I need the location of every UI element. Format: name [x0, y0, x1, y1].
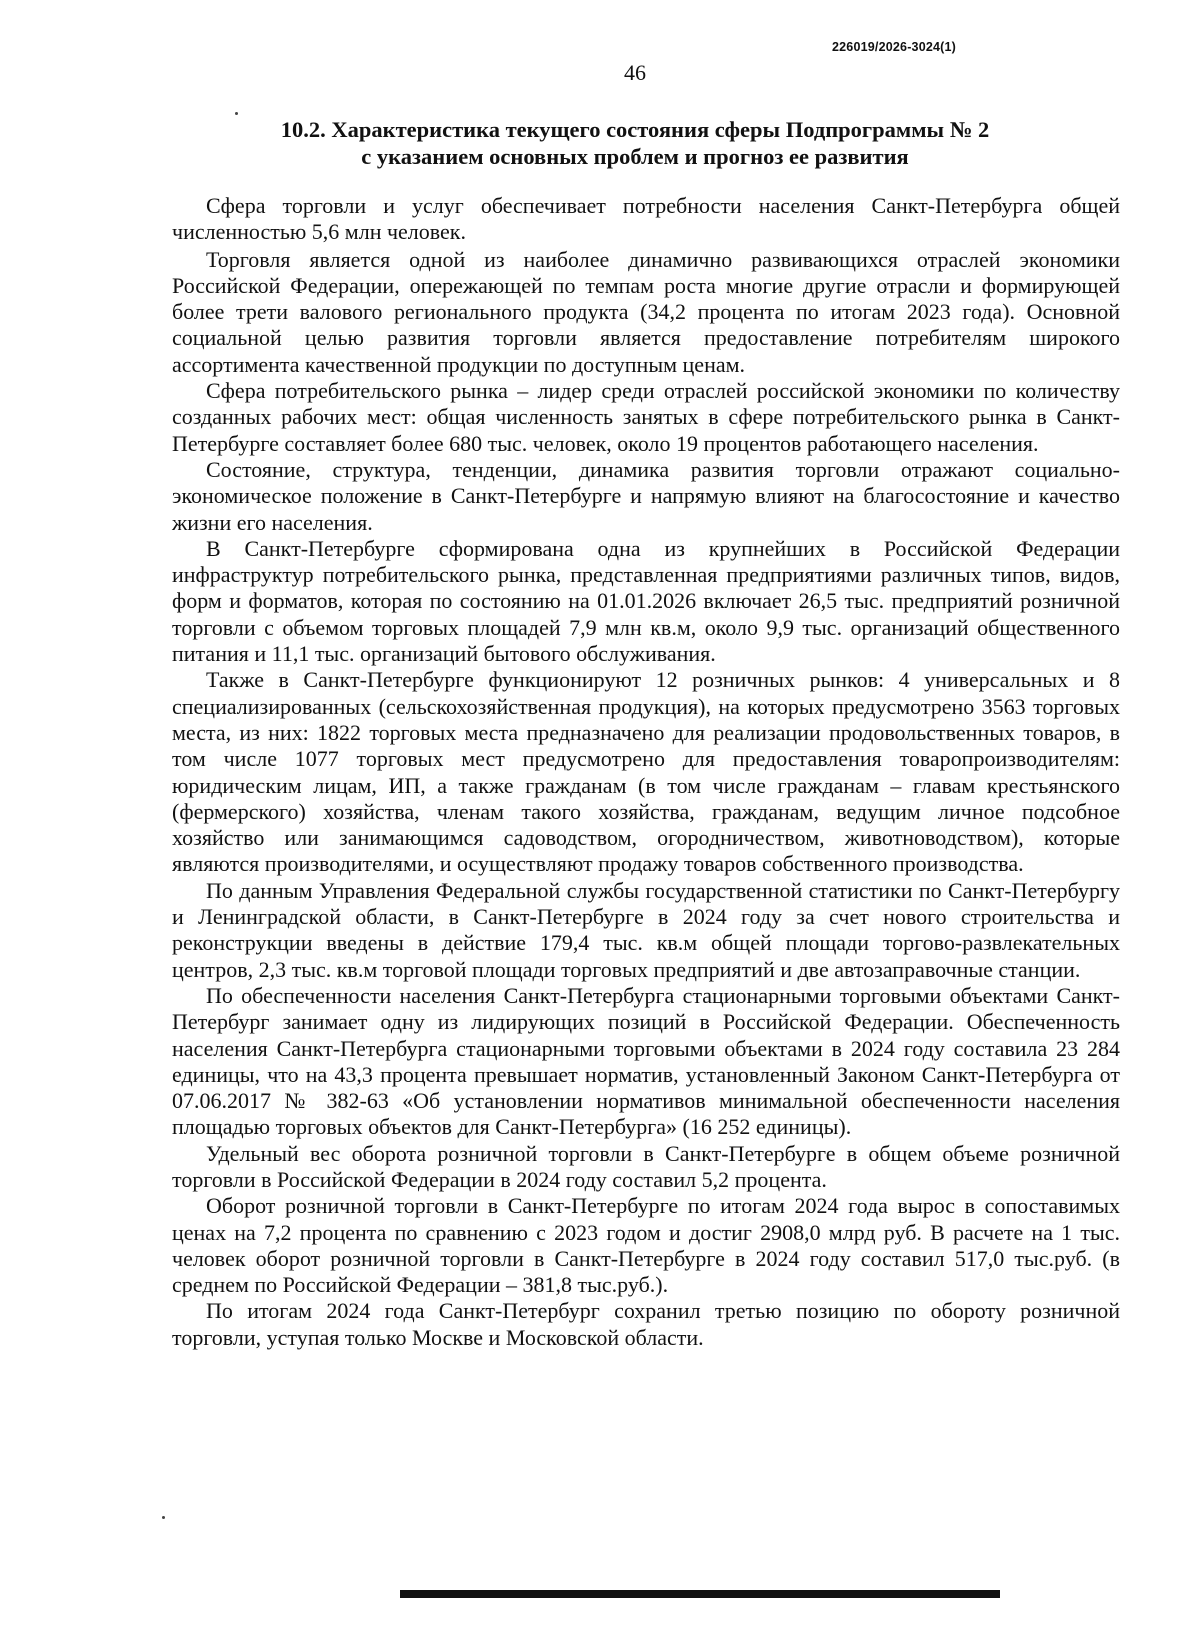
paragraph: Сфера торговли и услуг обеспечивает потребности населения Санкт-Петербурга общей численностью 5,6 млн человек. — [172, 193, 1120, 245]
paragraph: Сфера потребительского рынка – лидер среди отраслей российской экономики по количеству созданных рабочих мест: общая численность занятых в сфере потребительского рынка в Санкт-Петербурге составляет более 680 тыс. человек, около 19 процентов работающего населения. — [172, 378, 1120, 456]
paragraph: По обеспеченности населения Санкт-Петербурга стационарными торговыми объектами Санкт-Петербург занимает одну из лидирующих позиций в Российской Федерации. Обеспеченность населения Санкт-Петербурга стационарными торговыми объектами в 2024 году составила 23 284 единицы, что на 43,3 процента превышает норматив, установленный Законом Санкт-Петербурга от 07.06.2017 № 382-63 «Об установлении нормативов минимальной обеспеченности населения площадью торговых объектов для Санкт-Петербурга» (16 252 единицы). — [172, 982, 1120, 1140]
page-number: 46 — [624, 60, 646, 85]
document-body — [172, 193, 1120, 1351]
paragraph: По итогам 2024 года Санкт-Петербург сохранил третью позицию по обороту розничной торговли, уступая только Москве и Московской области. — [172, 1298, 1120, 1350]
section-heading-line-1: 10.2. Характеристика текущего состояния сферы Подпрограммы № 2 — [280, 117, 990, 142]
paragraph: Состояние, структура, тенденции, динамика развития торговли отражают социально-экономическое положение в Санкт-Петербурге и напрямую влияют на благосостояние и качество жизни его населения. — [172, 456, 1120, 535]
scan-edge-line — [400, 1590, 1000, 1598]
document-id: 226019/2026-3024(1) — [832, 40, 957, 54]
section-heading — [175, 116, 1095, 170]
paragraph: Удельный вес оборота розничной торговли в Санкт-Петербурге в общем объеме розничной торговли в Российской Федерации в 2024 году составил 5,2 процента. — [172, 1140, 1120, 1192]
paragraph: В Санкт-Петербурге сформирована одна из крупнейших в Российской Федерации инфраструктур потребительского рынка, представленная предприятиями различных типов, видов, форм и форматов, которая по состоянию на 01.01.2026 включает 26,5 тыс. предприятий розничной торговли с объемом торговых площадей 7,9 млн кв.м, около 9,9 тыс. организаций общественного питания и 11,1 тыс. организаций бытового обслуживания. — [172, 535, 1120, 667]
scan-speck — [162, 1516, 165, 1519]
paragraph: Также в Санкт-Петербурге функционируют 12 розничных рынков: 4 универсальных и 8 специализированных (сельскохозяйственная продукция), на которых предусмотрено 3563 торговых места, из них: 1822 торговых места предназначено для реализации продовольственных товаров, в том числе 1077 торговых мест предусмотрено для предоставления товаропроизводителям: юридическим лицам, ИП, а также гражданам (в том числе гражданам – главам крестьянского (фермерского) хозяйства, членам такого хозяйства, гражданам, ведущим личное подсобное хозяйство или занимающимся садоводством, огородничеством, животноводством), которые являются производителями, и осуществляют продажу товаров собственного производства. — [172, 667, 1120, 877]
paragraph: Торговля является одной из наиболее динамично развивающихся отраслей экономики Российской Федерации, опережающей по темпам роста многие другие отрасли и формирующей более трети валового регионального продукта (34,2 процента по итогам 2023 года). Основной социальной целью развития торговли является предоставление потребителям широкого ассортимента качественной продукции по доступным ценам. — [172, 246, 1120, 377]
scan-speck — [235, 112, 238, 115]
paragraph: Оборот розничной торговли в Санкт-Петербурге по итогам 2024 года вырос в сопоставимых ценах на 7,2 процента по сравнению с 2023 годом и достиг 2908,0 млрд руб. В расчете на 1 тыс. человек оборот розничной торговли в Санкт-Петербурге в 2024 году составил 517,0 тыс.руб. (в среднем по Российской Федерации – 381,8 тыс.руб.). — [172, 1193, 1120, 1298]
section-heading-line-2: с указанием основных проблем и прогноз ее развития — [361, 144, 909, 169]
paragraph: По данным Управления Федеральной службы государственной статистики по Санкт-Петербургу и Ленинградской области, в Санкт-Петербурге в 2024 году за счет нового строительства и реконструкции введены в действие 179,4 тыс. кв.м общей площади торгово-развлекательных центров, 2,3 тыс. кв.м торговой площади торговых предприятий и две автозаправочные станции. — [172, 877, 1120, 982]
